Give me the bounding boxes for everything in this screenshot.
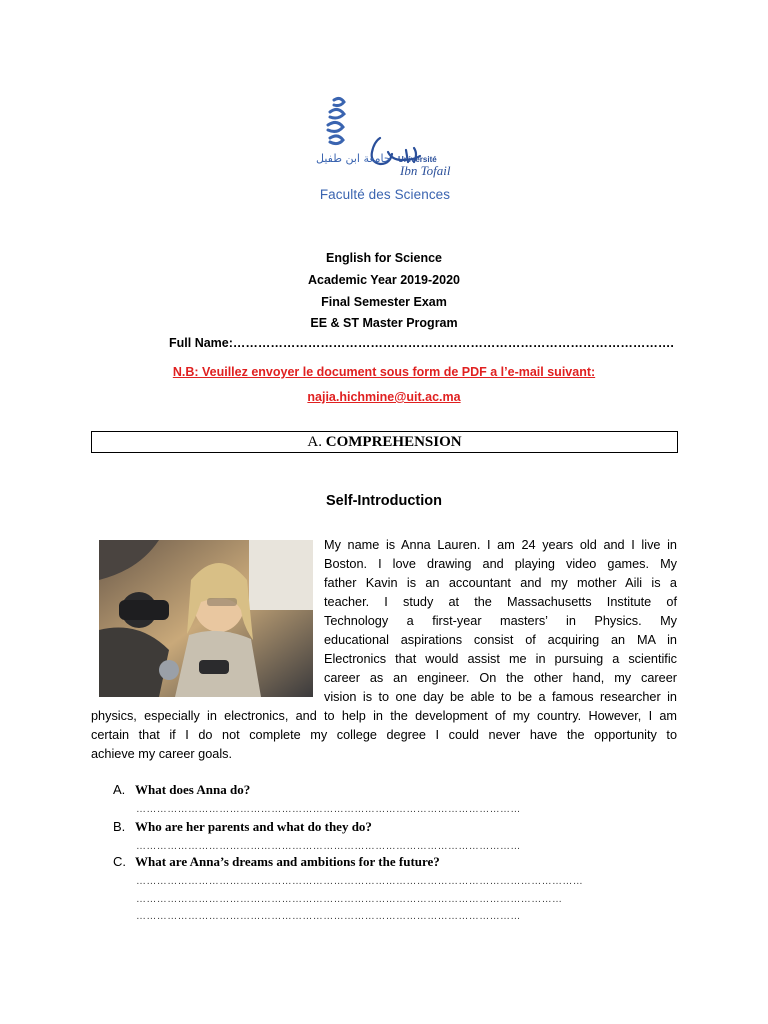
- question-letter: B.: [113, 819, 126, 834]
- course-title: English for Science: [325, 251, 442, 265]
- answer-line[interactable]: ……………………………………………………………………………………………………………: [136, 894, 563, 905]
- logo-university-name: Ibn Tofail: [400, 163, 451, 178]
- paragraph-line: My name is Anna Lauren. I am 24 years old and I live in: [324, 538, 677, 552]
- paragraph-line: Boston. I love drawing and playing video games. My: [324, 557, 677, 571]
- section-title: COMPREHENSION: [325, 434, 462, 450]
- paragraph-line: career as an engineer. On the other hand, my career: [324, 671, 677, 685]
- question-letter: C.: [113, 854, 126, 869]
- email-link[interactable]: najia.hichmine@uit.ac.ma: [307, 390, 461, 404]
- paragraph-line: educational aspirations consist of acquiring an MA in: [324, 633, 677, 647]
- paragraph-line: teacher. I study at the Massachusetts Institute of: [324, 595, 677, 609]
- full-name-field[interactable]: Full Name:…………………………………………………………………………………………….: [169, 336, 674, 350]
- section-letter: A.: [307, 434, 322, 450]
- question-text: Who are her parents and what do they do?: [135, 819, 372, 834]
- question-letter: A.: [113, 782, 126, 797]
- paragraph-line: physics, especially in electronics, and to help in the development of my country. However, I am: [91, 709, 677, 723]
- question-a: [113, 782, 250, 798]
- paragraph-line: Technology a first-year masters’ in Physics. My: [324, 614, 677, 628]
- logo-arabic-text: جامعة ابن طفيل: [316, 152, 391, 165]
- answer-line[interactable]: …………………………………………………………………………………………………: [136, 911, 521, 922]
- exam-type: Final Semester Exam: [321, 294, 447, 309]
- submission-notice: N.B: Veuillez envoyer le document sous form de PDF a l’e-mail suivant:: [172, 365, 596, 379]
- reading-title: Self-Introduction: [326, 493, 442, 509]
- paragraph-line: achieve my career goals.: [91, 747, 233, 761]
- program-name: EE & ST Master Program: [310, 316, 458, 331]
- paragraph-line: Electronics that would assist me in pursuing a scientific: [324, 652, 677, 666]
- paragraph-line: vision is to one day be able to be a famous researcher in: [324, 690, 677, 704]
- paragraph-line: father Kavin is an accountant and my mother Aili is a: [324, 576, 677, 590]
- paragraph-line: certain that if I do not complete my college degree I could never have the opportunity to: [91, 728, 677, 742]
- academic-year: Academic Year 2019-2020: [308, 272, 460, 287]
- question-text: What does Anna do?: [135, 782, 251, 797]
- logo-university-small: Université: [398, 155, 437, 164]
- faculty-name: Faculté des Sciences: [319, 187, 451, 202]
- exam-header: [0, 248, 768, 335]
- question-b: [113, 819, 372, 835]
- student-photo: [99, 540, 313, 697]
- answer-line[interactable]: …………………………………………………………………………………………………………………: [136, 876, 584, 887]
- question-text: What are Anna’s dreams and ambitions for the future?: [135, 854, 440, 869]
- answer-line[interactable]: …………………………………………………………………………………………………: [136, 804, 521, 815]
- question-c: [113, 854, 440, 870]
- answer-line[interactable]: …………………………………………………………………………………………………: [136, 841, 521, 852]
- section-heading: [91, 431, 678, 453]
